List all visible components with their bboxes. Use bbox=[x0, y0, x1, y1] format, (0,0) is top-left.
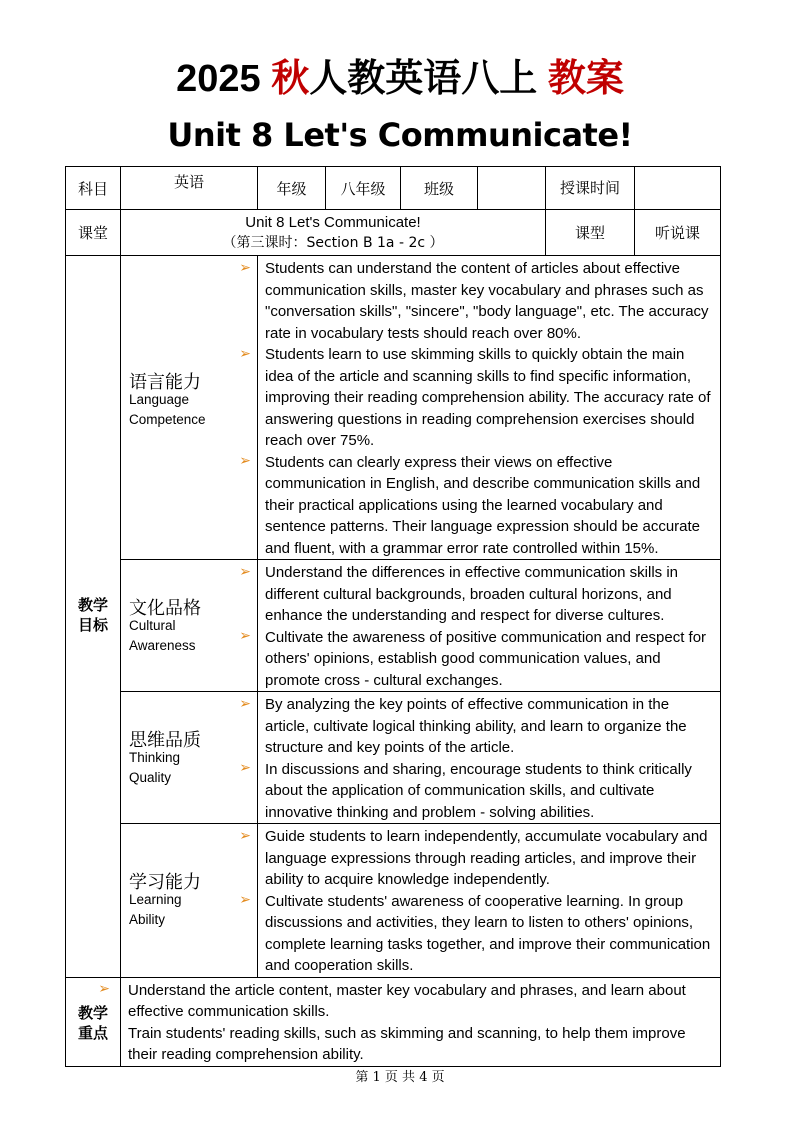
goal-row-culture bbox=[66, 560, 721, 692]
keypoints-label: 教学重点 bbox=[78, 1004, 109, 1042]
class-value bbox=[478, 167, 546, 210]
arrow-bullet-icon: ➢ bbox=[239, 345, 251, 361]
keypoints-label-cell bbox=[66, 977, 121, 1066]
category-cn: 学习能力 bbox=[129, 872, 201, 893]
arrow-bullet-icon: ➢ bbox=[239, 452, 251, 468]
arrow-bullet-icon: ➢ bbox=[239, 759, 251, 775]
lesson-type-label: 课型 bbox=[546, 210, 635, 256]
goal-item: By analyzing the key points of effective communication in the article, cultivate logical thinking ability, and learn to organize the structure and key points of the article. bbox=[265, 696, 687, 756]
goal-content-language bbox=[258, 256, 721, 560]
keypoints-content bbox=[121, 977, 721, 1066]
goal-category-learning bbox=[121, 824, 258, 978]
keypoints-row bbox=[66, 977, 721, 1066]
goal-item: Understand the differences in effective communication skills in different cultural backgrounds, broaden cultural horizons, and enhance the understanding and respect for diverse cultures. bbox=[265, 564, 678, 624]
arrow-bullet-icon: ➢ bbox=[239, 695, 251, 711]
arrow-bullet-icon: ➢ bbox=[239, 827, 251, 843]
category-en-2: Competence bbox=[129, 412, 206, 427]
goal-row-language bbox=[66, 256, 721, 560]
goal-category-language bbox=[121, 256, 258, 560]
goals-label: 教学目标 bbox=[66, 256, 121, 978]
lesson-title-line2: （第三课时：Section B 1a - 2c ） bbox=[222, 234, 444, 251]
grade-label: 年级 bbox=[258, 167, 326, 210]
goal-content-thinking bbox=[258, 692, 721, 824]
category-cn: 语言能力 bbox=[129, 372, 201, 393]
category-en-1: Learning bbox=[129, 892, 182, 907]
goal-content-learning bbox=[258, 824, 721, 978]
lesson-title bbox=[121, 210, 546, 256]
category-en-1: Cultural bbox=[129, 618, 176, 633]
lesson-type-value: 听说课 bbox=[635, 210, 721, 256]
arrow-bullet-icon: ➢ bbox=[239, 563, 251, 579]
page-footer: 第 1 页 共 4 页 bbox=[355, 1070, 445, 1085]
category-cn: 思维品质 bbox=[129, 730, 201, 751]
class-label: 班级 bbox=[401, 167, 478, 210]
subject-label: 科目 bbox=[66, 167, 121, 210]
title-year: 2025 bbox=[176, 58, 261, 100]
info-row bbox=[66, 167, 721, 210]
grade-value: 八年级 bbox=[326, 167, 401, 210]
category-en-2: Awareness bbox=[129, 638, 196, 653]
goal-row-learning bbox=[66, 824, 721, 978]
title-middle: 人教英语八上 bbox=[309, 58, 538, 100]
lesson-row bbox=[66, 210, 721, 256]
goal-item: Students learn to use skimming skills to quickly obtain the main idea of the article and scanning skills to find specific information, improving their reading comprehension ability. The accuracy rate of answering questions in reading comprehension exercises should reach over 75%. bbox=[265, 346, 711, 449]
arrow-bullet-icon: ➢ bbox=[98, 979, 110, 996]
lesson-label: 课堂 bbox=[66, 210, 121, 256]
keypoint-item: Train students' reading skills, such as skimming and scanning, to help them improve their reading comprehension ability. bbox=[128, 1024, 686, 1063]
goal-item: Students can understand the content of articles about effective communication skills, master key vocabulary and phrases such as "conversation skills", "sincere", "body language", etc. The accuracy rate in vocabulary tests should reach over 80%. bbox=[265, 260, 709, 342]
lesson-title-line1: Unit 8 Let's Communicate! bbox=[245, 213, 421, 231]
category-en-2: Quality bbox=[129, 770, 172, 785]
goal-category-culture bbox=[121, 560, 258, 692]
goal-row-thinking bbox=[66, 692, 721, 824]
goal-item: Cultivate students' awareness of cooperative learning. In group discussions and activities, they learn to listen to others' opinions, complete learning tasks together, and improve their communication and cooperation skills. bbox=[265, 892, 711, 974]
goal-item: Students can clearly express their views on effective communication in English, and describe communication skills and their practical applications using the learned vocabulary and sentence patterns. Their language expression should be accurate and fluent, with a grammar error rate controlled within 15%. bbox=[265, 453, 701, 557]
goal-item: Cultivate the awareness of positive communication and respect for others' opinions, establish good communication values, and promote cross - cultural exchanges. bbox=[265, 628, 707, 689]
teaching-time-value bbox=[635, 167, 721, 210]
lesson-plan-table bbox=[65, 166, 721, 1067]
keypoint-item: Understand the article content, master key vocabulary and phrases, and learn about effective communication skills. bbox=[128, 981, 686, 1020]
goal-item: Guide students to learn independently, accumulate vocabulary and language expressions through reading articles, and improve their ability to acquire knowledge independently. bbox=[265, 828, 708, 888]
category-en-1: Thinking bbox=[129, 750, 181, 765]
teaching-time-label: 授课时间 bbox=[546, 167, 635, 210]
goal-item: In discussions and sharing, encourage students to think critically about the application of communication skills, and cultivate innovative thinking and problem - solving abilities. bbox=[265, 760, 692, 821]
category-cn: 文化品格 bbox=[129, 598, 201, 619]
goal-category-thinking bbox=[121, 692, 258, 824]
goal-content-culture bbox=[258, 560, 721, 692]
arrow-bullet-icon: ➢ bbox=[239, 891, 251, 907]
document-title bbox=[0, 56, 800, 102]
arrow-bullet-icon: ➢ bbox=[239, 259, 251, 275]
category-en-1: Language bbox=[129, 392, 190, 407]
subject-value: 英语 bbox=[121, 167, 258, 210]
title-red-1: 秋 bbox=[271, 58, 310, 100]
unit-title: Unit 8 Let's Communicate! bbox=[167, 116, 633, 154]
arrow-bullet-icon: ➢ bbox=[239, 627, 251, 643]
title-red-2: 教案 bbox=[547, 58, 624, 100]
category-en-2: Ability bbox=[129, 912, 166, 927]
